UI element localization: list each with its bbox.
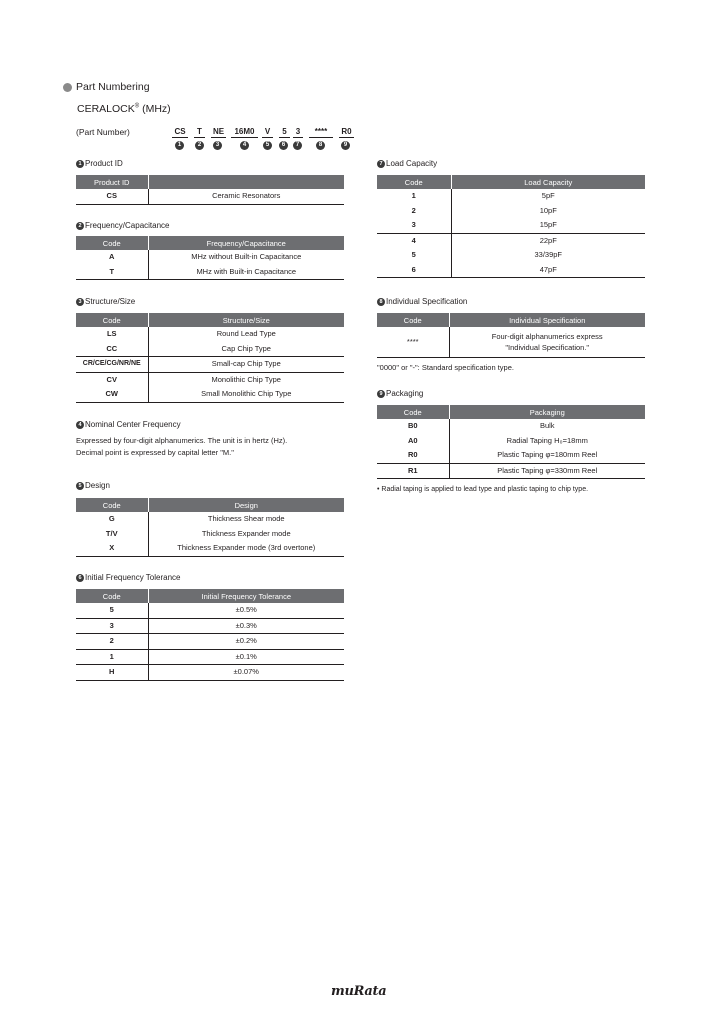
nominal-title: 4 Nominal Center Frequency [76,420,181,429]
table-row: R1 Plastic Taping φ=330mm Reel [377,463,645,479]
table-row: R0 Plastic Taping φ=180mm Reel [377,448,645,463]
part-code-segment: CS [172,126,188,138]
table-row: 2 10pF [377,204,645,219]
product-name: CERALOCK® (MHz) [77,103,171,115]
part-code-segment: 3 [293,126,303,138]
position-number-icon: 2 [195,141,204,150]
number-7-icon: 7 [377,160,385,168]
packaging-title: 9 Packaging [377,389,423,398]
number-3-icon: 3 [76,298,84,306]
individual-table: Code Individual Specification **** Four-digit alphanumerics express "Individual Specification." [377,313,645,358]
table-row: **** Four-digit alphanumerics express "Individual Specification." [377,327,645,358]
number-1-icon: 1 [76,160,84,168]
design-table: Code Design G Thickness Shear mode T/V Thickness Expander mode X Thickness Expander mode (3rd overtone) [76,498,344,557]
product-id-title: 1 Product ID [76,159,123,168]
table-row: A0 Radial Taping H₀=18mm [377,434,645,449]
table-row: 1 5pF [377,189,645,204]
frequency-title: 2 Frequency/Capacitance [76,221,170,230]
part-number-label: (Part Number) [76,127,130,137]
section-title-part-numbering [63,81,150,93]
table-row: G Thickness Shear mode [76,512,344,527]
table-row: 3 ±0.3% [76,618,344,634]
table-row: 6 47pF [377,263,645,278]
part-code-segment: NE [212,127,225,136]
murata-logo: muRata [331,984,387,999]
part-code-segment: R0 [339,126,354,138]
position-number-icon: 8 [316,141,325,150]
table-row: 5 ±0.5% [76,603,344,618]
nominal-text-1: Expressed by four-digit alphanumerics. The unit is in hertz (Hz). [76,436,288,445]
tolerance-table: Code Initial Frequency Tolerance 5 ±0.5% 3 ±0.3% 2 ±0.2% 1 ±0.1% H ±0.07% [76,589,344,681]
position-number-icon: 7 [293,141,302,150]
table-row: H ±0.07% [76,665,344,681]
position-number-icon: 9 [341,141,350,150]
table-header [148,175,344,189]
table-row: CC Cap Chip Type [76,342,344,357]
individual-note: "0000" or "-": Standard specification type. [377,363,514,372]
table-row: CS Ceramic Resonators [76,189,344,204]
number-9-icon: 9 [377,390,385,398]
structure-title: 3 Structure/Size [76,297,135,306]
design-title: 5 Design [76,481,110,490]
structure-table: Code Structure/Size LS Round Lead Type CC Cap Chip Type CR/CE/CG/NR/NE Small-cap Chip Type CV Monolithic Chip Type CW Small Monolithic Chip Type [76,313,344,403]
packaging-table: Code Packaging B0 Bulk A0 Radial Taping H₀=18mm R0 Plastic Taping φ=180mm Reel R1 Plastic Taping φ=330mm Reel [377,405,645,479]
number-5-icon: 5 [76,482,84,490]
product-id-table [76,175,344,205]
number-4-icon: 4 [76,421,84,429]
tolerance-title: 6 Initial Frequency Tolerance [76,573,180,582]
table-row: 4 22pF [377,233,645,248]
position-number-icon: 4 [240,141,249,150]
table-row: T/V Thickness Expander mode [76,527,344,542]
table-row: CV Monolithic Chip Type [76,372,344,387]
number-2-icon: 2 [76,222,84,230]
table-row: LS Round Lead Type [76,327,344,342]
part-code-segment: 16M0 [231,126,258,138]
table-row: A MHz without Built-in Capacitance [76,250,344,265]
load-table: Code Load Capacity 1 5pF 2 10pF 3 15pF 4 22pF 5 33/39pF 6 47pF [377,175,645,278]
table-header: Product ID [76,175,148,189]
frequency-table: Code Frequency/Capacitance A MHz without Built-in Capacitance T MHz with Built-in Capacitance [76,236,344,280]
number-6-icon: 6 [76,574,84,582]
position-number-icon: 5 [263,141,272,150]
page-title: Part Numbering [76,81,150,93]
table-row: 2 ±0.2% [76,634,344,650]
nominal-text-2: Decimal point is expressed by capital letter "M." [76,448,234,457]
table-row: T MHz with Built-in Capacitance [76,265,344,280]
table-row: 1 ±0.1% [76,649,344,665]
table-row: CW Small Monolithic Chip Type [76,387,344,402]
table-row: B0 Bulk [377,419,645,434]
part-code-segment: T [194,126,205,138]
table-row: 5 33/39pF [377,248,645,263]
part-code-segment: 5 [279,126,290,138]
position-number-icon: 6 [279,141,288,150]
part-code-segment: **** [309,126,333,138]
part-code-segment: V [262,126,273,138]
load-title: 7 Load Capacity [377,159,437,168]
table-row: 3 15pF [377,218,645,233]
individual-title: 8 Individual Specification [377,297,467,306]
number-8-icon: 8 [377,298,385,306]
table-row: CR/CE/CG/NR/NE Small-cap Chip Type [76,357,344,373]
bullet-icon [63,83,72,92]
position-number-icon: 1 [175,141,184,150]
packaging-note: • Radial taping is applied to lead type and plastic taping to chip type. [377,486,589,493]
position-number-icon: 3 [213,141,222,150]
table-row: X Thickness Expander mode (3rd overtone) [76,541,344,556]
